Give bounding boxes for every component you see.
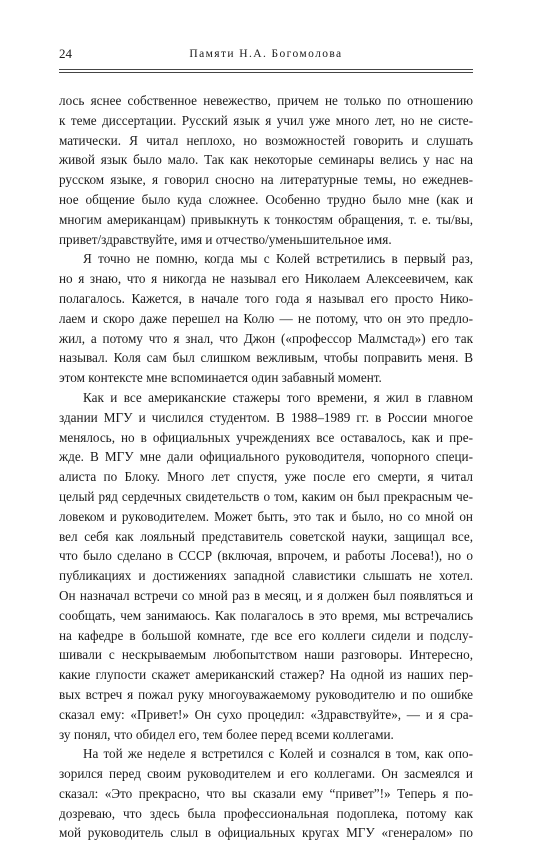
text-line: жде. В МГУ мне дали официального руководителя, чопорного специ- [59,449,473,465]
text-line: к теме диссертации. Русский язык я учил уже много лет, но не систе- [59,112,473,128]
text-line: мой руководитель слыл в официальных кругах МГУ «генералом» по [59,825,473,841]
text-line: зорился перед своим руководителем и его коллегами. Он засмеялся и [59,766,473,782]
text-line: публикациях и достижениях западной славистики слышать не хотел. [59,568,473,584]
text-line: дозреваю, что здесь была профессиональная подоплека, потому как [59,805,473,821]
page-number: 24 [59,46,72,61]
text-line: жил, а потому что я знал, что Джон («профессор Малмстад») его так [59,330,473,346]
text-line: Как и все американские стажеры того времени, я жил в главном [83,389,473,405]
text-line: называл. Коля сам был слишком вежливым, чтобы поправить меня. В [59,350,473,366]
text-line: лось яснее собственное невежество, причем не только по отношению [59,93,473,108]
text-line: зу понял, что обидел его, тем более перед всеми коллегами. [59,726,394,742]
text-line: что было сделано в СССР (включая, впрочем, и работы Лосева!), но о [59,548,473,564]
text-line: многим американцам) привыкнуть к тонкостям обращения, т. е. ты/вы, [59,211,473,227]
text-line: привет/здравствуйте, имя и отчество/уменьшительное имя. [59,231,392,247]
text-line: русском языке, я говорил сносно на литературные темы, но ежеднев- [59,172,473,188]
text-line: менялось, но в официальных учреждениях все оставалось, как и пре- [59,429,473,445]
text-line: здании МГУ и числился студентом. В 1988–1989 гг. в России многое [59,409,473,425]
text-line: полагалось. Кажется, в начале того года я называл его просто Нико- [59,290,473,306]
text-line: сказал: «Это прекрасно, что вы сказали ему “привет”!» Теперь я по- [59,785,473,801]
text-line: матически. Я читал неплохо, но возможностей говорить и слушать [59,132,473,148]
running-title: Памяти Н.А. Богомолова [189,48,343,60]
text-line: алиста по Блоку. Много лет спустя, уже после его смерти, я читал [59,469,473,485]
text-line: сообщать, чем занимаюсь. Как полагалось в это время, мы встречались [59,607,473,623]
text-line: живой язык было мало. Так как некоторые семинары велись у нас на [59,152,473,168]
text-line: ное общение было куда сложнее. Особенно трудно было мне (как и [59,191,473,207]
text-line: шивали с нескрываемым любопытством наши разговоры. Интересно, [59,647,473,663]
header-rule-bottom [59,72,473,73]
body-text [59,91,473,843]
text-line: на кафедре в большой комнате, где все его коллеги сидели и подслу- [59,627,473,643]
page-header [59,46,473,70]
text-line: этом контексте мне вспоминается один забавный момент. [59,370,382,386]
header-rule-top [59,69,473,70]
text-line: но я знаю, что я никогда не называл его Николаем Алексеевичем, как [59,271,473,287]
text-line: На той же неделе я встретился с Колей и сознался в том, как опо- [83,746,473,762]
text-line: вел себя как лояльный представитель советской науки, защищал все, [59,528,473,544]
text-line: Он назначал встречи со мной раз в месяц, и я должен был появляться и [59,587,473,603]
text-line: Я точно не помню, когда мы с Колей встретились в первый раз, [83,251,473,267]
text-line: какие глупости скажет американский стажер? На одной из наших пер- [59,667,473,683]
text-line: вых встреч я пожал руку многоуважаемому руководителю и по ошибке [59,686,473,702]
text-line: ловеком и руководителем. Может быть, это так и было, но со мной он [59,508,473,524]
text-line: лаем и скоро даже перешел на Колю — не потому, что он это предло- [59,310,473,326]
text-line: сказал ему: «Привет!» Он сухо процедил: «Здравствуйте», — и я сра- [59,706,473,722]
text-line: целый ряд сердечных свидетельств о том, каким он был прекрасным че- [59,488,473,504]
